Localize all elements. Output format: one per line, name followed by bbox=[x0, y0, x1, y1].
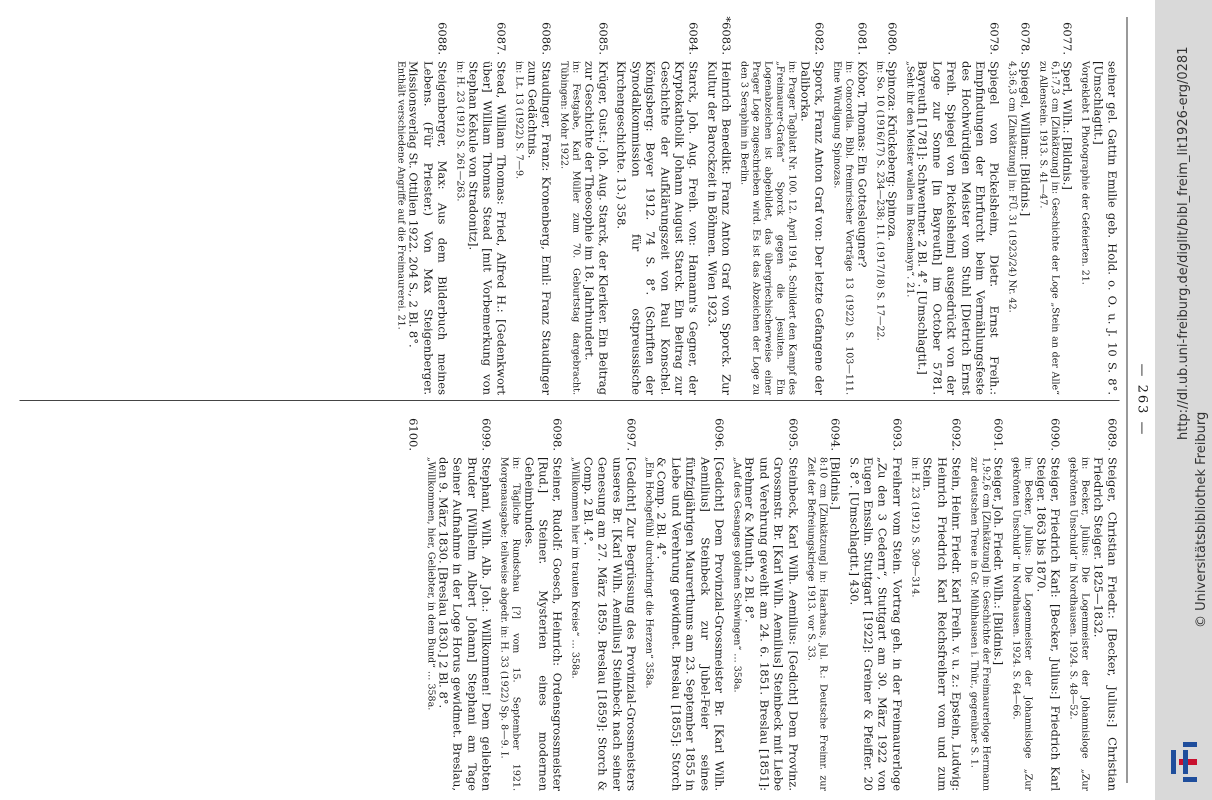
entry-number: 6095. bbox=[786, 418, 801, 451]
entry-title: [Gedicht] Zur Begrüssung des Provinzial-Grossmeisters unseres Br. [Karl Wilh. Aemilius] Steinbeck nach seiner Genesung am 27. März 1859. Breslau [1859]: Storch & Comp. 2 Bl. 4°. bbox=[581, 457, 639, 791]
entry-title: [Gedicht] Dem Provinzial-Grossmeister Br. [Karl Wilh. Aemilius] Steinbeck zur Jubel-Feier seines fünfzigjährigen Maurerthums am 23. September 1855 in Liebe und Verehrung gewidmet. Breslau [1855]: Storch & Comp. 2 Bl. 4°. bbox=[654, 457, 727, 791]
ub-freiburg-logo-icon bbox=[1171, 742, 1197, 782]
entry-note: 4,3:6,3 cm [Zinkätzung] in: FÜ. 31 (1923/24) Nr. 42. bbox=[1006, 61, 1018, 313]
entry-title: Steiger, Joh. Friedr. Wilh.: [Bildnis.] bbox=[991, 457, 1006, 666]
entry-title: Steiger, Friedrich Karl: [Becker, Julius:] Friedrich Karl Steiger. 1863 bis 1870. bbox=[1034, 457, 1063, 791]
logo-bar-bottom bbox=[1183, 777, 1197, 782]
entry-note: „Auf des Gesanges goldnen Schwingen“ … 358a. bbox=[731, 457, 743, 693]
entry-number: 6094. bbox=[828, 418, 843, 451]
logo-bar-top bbox=[1183, 742, 1197, 747]
entry-title: Starck, Joh. Aug. Freih. von: Hamann's Gegner, der Kryptokatholik Johann August Starck. Ein Beitrag zur Geschichte der Aufklärungszeit von Paul Konschel. Königsberg: Beyer 1912. 74 S. 8°. (Schriften der Synodalkommission für ostpreussische Kirchengeschichte. 13.) 358. bbox=[614, 61, 701, 395]
entry-number: 6096. bbox=[712, 418, 727, 451]
entry-title: Kóbor, Thomas: Ein Gottesleugner? bbox=[855, 61, 870, 268]
bibliography-entry bbox=[873, 11, 899, 395]
entry-number: 6086. bbox=[539, 22, 554, 55]
entry-number: 6087. bbox=[494, 22, 509, 55]
copyright-notice: © Universitätsbibliothek Freiburg bbox=[1194, 411, 1209, 628]
entry-note: „Ein Hochgefühl durchdringt die Herzen“ 358a. bbox=[643, 457, 655, 689]
entry-title: Steiner, Rudolf: Goesch, Heinrich: Ordensgrossmeister [Rud.] Steiner. Mysterien eines modernen Geheimbundes. bbox=[522, 457, 565, 791]
entry-title: Heinrich Benedikt: Franz Anton Graf von Sporck. Zur Kultur der Barockzeit in Böhmen. Wien 1923. bbox=[705, 61, 734, 395]
entry-number: 6085. bbox=[596, 22, 611, 55]
entry-note: 6,1:7,3 cm [Zinkätzung] in: Geschichte der Loge „Stein an der Alle“ zu Allenstein. 1913. S. 41—47. bbox=[1037, 61, 1061, 395]
bibliography-entry bbox=[643, 407, 727, 791]
bibliography-entry bbox=[513, 11, 554, 395]
bibliography-entry bbox=[424, 407, 494, 791]
viewer-sidebar bbox=[1155, 0, 1212, 800]
entry-title: Sperl, Wilh.: [Bildnis.] bbox=[1060, 61, 1075, 190]
bibliography-entry bbox=[908, 407, 963, 791]
entry-title: Staudinger, Franz: Kronenberg, Emil: Franz Staudinger zum Gedächtnis. bbox=[525, 61, 554, 395]
entry-note: „Willkommen, hier, Geliebter, in dem Bund“ … 358a. bbox=[425, 457, 437, 711]
entry-number: 6082. bbox=[812, 22, 827, 55]
entry-note: 8:10 cm [Zinkätzung] in: Haarhaus, Jul. R.: Deutsche Freimr. zur Zeit der Befreiungskriege 1913. vor S. 33. bbox=[805, 457, 829, 791]
entry-note: in: Becker, Julius: Die Logenmeister der Johannisloge „Zur gekrönten Unschuld“ in Nordhausen. 1924. S. 64—66. bbox=[1010, 457, 1034, 791]
bibliography-entry bbox=[705, 11, 734, 395]
permalink-url[interactable]: http://dl.ub.uni-freiburg.de/diglit/bibl_freim_lit1926-erg/0281 bbox=[1176, 46, 1191, 440]
entry-title: Stead, William Thomas: Fried, Alfred H.: [Gedenkwort über] William Thomas Stead [mit Vorbemerkung von Stephan Kekule von Stradonitz]. bbox=[466, 61, 509, 395]
bibliography-entry bbox=[615, 11, 701, 395]
entry-number: 6093. bbox=[890, 418, 905, 451]
entry-number: 6079. bbox=[987, 22, 1002, 55]
entry-number: 6091. bbox=[991, 418, 1006, 451]
entry-title: Steigenberger, Max: Aus dem Bilderbuch meines Lebens. (Für Priester.) Von Max Steigenberger. Missionsverlag St. Ottilien 1922. 204 S., 2 Bl. 8°. bbox=[406, 61, 450, 395]
entry-note: in: H. 23 (1912) S. 261—263. bbox=[454, 61, 466, 202]
entry-title: Krüger, Gust.: Joh. Aug. Starck, der Kleriker. Ein Beitrag zur Geschichte der Theosophie im 18. Jahrhundert. bbox=[582, 61, 611, 395]
bibliography-entry bbox=[1006, 11, 1032, 395]
entry-number: 6077. bbox=[1060, 22, 1075, 55]
entry-number: 6081. bbox=[855, 22, 870, 55]
entry-title: Sporck, Franz Anton Graf von: Der letzte Gefangene der Daliborka. bbox=[798, 61, 827, 395]
entry-title: Spinoza: Krückeberg: Spinoza. bbox=[885, 61, 900, 241]
entry-number: 6097. bbox=[624, 418, 639, 451]
entry-number: 6099. bbox=[479, 418, 494, 451]
header-rule bbox=[1127, 17, 1128, 783]
logo-bar-red bbox=[1179, 759, 1197, 765]
bibliography-entry bbox=[967, 407, 1005, 791]
bibliography-entry bbox=[406, 407, 420, 791]
bibliography-entry bbox=[831, 11, 869, 395]
entry-note: in: Becker, Julius: Die Logenmeister der Johannisloge „Zur gekrönten Unschuld“ in Nordhausen. 1924. S. 48—52. bbox=[1067, 457, 1091, 791]
entry-note: in: Tägliche Rundschau [?] vom 15. September 1921. Morgenausgabe; teilweise abgedr. in: H. 33 (1922) Sp. 8—9. I. bbox=[498, 457, 522, 791]
entry-number: 6078. bbox=[1018, 22, 1033, 55]
entry-title: Stein, Heinr. Friedr. Karl Freih. v. u. z.: Epstein, Ludwig: Heinrich Friedrich Karl Reichsfreiherr vom und zum Stein. bbox=[920, 457, 964, 791]
left-column bbox=[20, 11, 1120, 395]
bibliography-entry bbox=[1010, 407, 1063, 791]
bibliography-entry bbox=[731, 407, 801, 791]
bibliography-entry bbox=[1036, 11, 1074, 395]
entry-note: Enthält verschiedene Angriffe auf die Freimaurerei. 21. bbox=[395, 61, 407, 330]
entry-note: in: Lt. 13 (1922) S. 7—9. bbox=[513, 61, 525, 180]
entry-title: Spiegel von Pickelsheim, Dietr. Ernst Freih.: Empfindungen der Ehrfurcht beim Vermählungsfeste des Hochwürdigen Meister vom Stuhl [Dietrich Ernst Freih. Spiegel von Pickelsheim] ausgedrückt von der Loge zur Sonne [in Bayreuth] im October 5781. Bayreuth [1781]: Schwentner. 2 Bl. 4°. [Umschlagtit.] bbox=[915, 61, 1002, 395]
column-divider bbox=[20, 400, 1120, 401]
bibliography-entry bbox=[738, 11, 827, 395]
bibliography-entry bbox=[847, 407, 905, 791]
entry-note: 1,9:2,6 cm [Zinkätzung] in: Geschichte der Freimaurerloge Hermann zur deutschen Treue in Gr. Mühlhausen i. Thür., gegenüber S. 1. bbox=[968, 457, 992, 791]
entry-number: 6088. bbox=[435, 22, 450, 55]
entry-number: 6098. bbox=[550, 418, 565, 451]
entry-title: seiner gel. Gattin Emilie geb. Hold. o. O. u. J. 10 S. 8°. [Umschlagtit.] bbox=[1091, 61, 1120, 395]
entry-note: in: So. 10 (1916/17) S. 234—238; 11. (1917/18) S. 17—22. bbox=[874, 61, 886, 341]
bibliography-entry bbox=[395, 11, 450, 395]
entry-note: in: Festgabe, Karl Müller zum 70. Geburtstag dargebracht. Tübingen: Mohr 1922. bbox=[558, 61, 582, 395]
entry-note: in: H. 23 (1912) S. 309—314. bbox=[909, 457, 921, 598]
entry-number: 6080. bbox=[885, 22, 900, 55]
entry-number: 6092. bbox=[949, 418, 964, 451]
entry-title: Stephani, Wilh. Alb. Joh.: Willkommen! Dem geliebten Bruder [Wilhelm Albert Johann] Stephani am Tage Seiner Aufnahme in der Loge Horus gewidmet. Breslau, den 9. März 1830. [Breslau 1830.] 2 Bl. 8°. bbox=[436, 457, 494, 791]
bibliography-entry bbox=[1079, 11, 1120, 395]
page-number: — 263 — bbox=[1134, 363, 1150, 437]
bibliography-entry bbox=[498, 407, 565, 791]
bibliography-entry bbox=[569, 407, 639, 791]
entry-note: in: Prager Tagblatt Nr. 100. 12. April 1914. Schildert den Kampf des „Freimaurer-Grafen“ Sporck gegen die Jesuiten. Ein Logenabzeichen ist abgebildet, das übergriechischerweise einer Prager Loge zugeschrieben wird. Es ist das Abzeichen der Loge zu den 3 Seraphim in Berlin. bbox=[738, 61, 798, 395]
scanned-page bbox=[3, 5, 1156, 795]
bibliography-entry bbox=[558, 11, 611, 395]
bibliography-entry bbox=[903, 11, 1001, 395]
entry-title: Steiger, Christian Friedr.: [Becker, Julius:] Christian Friedrich Steiger. 1825—1832. bbox=[1091, 457, 1120, 791]
entry-note: Vorgeklebt 1 Photographie der Gefeierten. 21. bbox=[1079, 61, 1091, 285]
entry-title: [Bildnis.] bbox=[828, 457, 843, 510]
right-column bbox=[20, 407, 1120, 791]
entry-number: 6084. bbox=[687, 22, 701, 55]
entry-number bbox=[1079, 11, 1120, 61]
entry-number: 6090. bbox=[1048, 418, 1063, 451]
entry-note: „Seht ihr den Meister wallen im Rosenhayn“. 21. bbox=[904, 61, 916, 298]
logo-bar-mid bbox=[1183, 750, 1188, 774]
entry-title: Freiherr vom Stein. Vortrag geh. in der Freimaurerloge „Zu den 3 Cedern“, Stuttgart am 30. März 1922 von Eugen Ensslin. Stuttgart [1922]: Greiner & Pfeiffer. 20 S. 8°. [Umschlagtit.] 430. bbox=[847, 457, 905, 791]
entry-number: 6100. bbox=[406, 418, 421, 451]
entry-number: *6083. bbox=[719, 16, 734, 55]
logo-bar-left bbox=[1171, 750, 1176, 774]
entry-note: „Willkommen hier im trauten Kreise“ … 358a. bbox=[569, 457, 581, 679]
entry-title: Steinbeck, Karl Wilh. Aemilius: [Gedicht] Dem Provinz. Grossmstr. Br. [Karl Wilh. Aemilius] Steinbeck mit Liebe und Verehrung geweiht am 24. 6. 1851. Breslau [1851]: Brehmer & Minuth. 2 Bl. 8°. bbox=[743, 457, 801, 791]
entry-number: 6089. bbox=[1105, 418, 1120, 451]
bibliography-entry bbox=[1067, 407, 1120, 791]
entry-title: Spiegel, William: [Bildnis.] bbox=[1018, 61, 1033, 217]
bibliography-entry bbox=[454, 11, 509, 395]
bibliography-entry bbox=[804, 407, 842, 791]
entry-note: in: Concordia. Bibl. freimrischer Vorträge 13 (1922) S. 103—111. Eine Würdigung Spinozas. bbox=[831, 61, 855, 395]
